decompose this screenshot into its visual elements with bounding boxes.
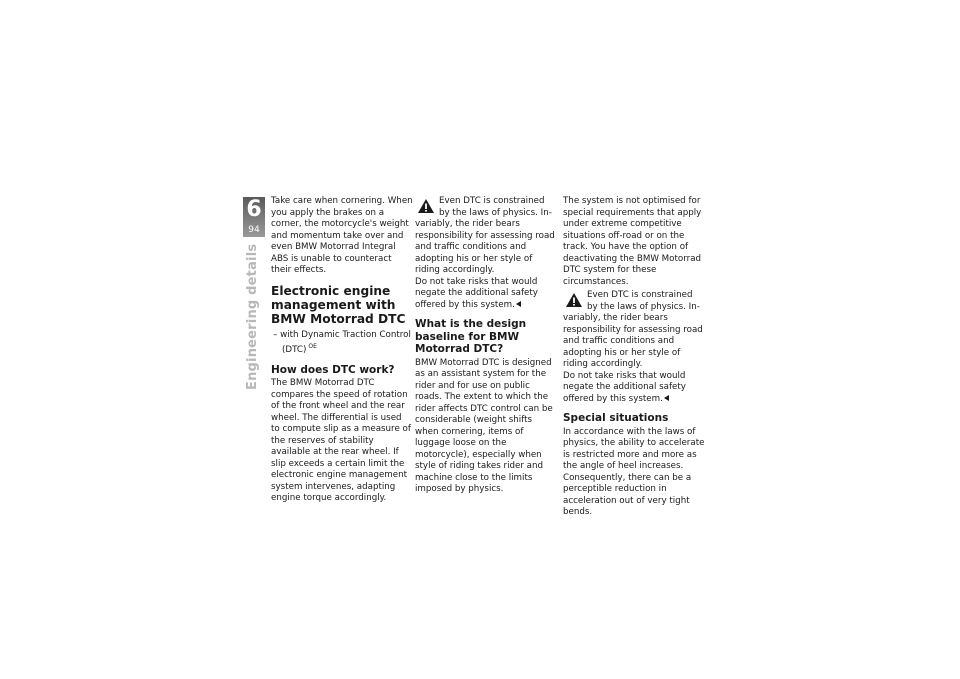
- engine-management-heading: Electronic engine management with BMW Motorrad DTC: [271, 283, 406, 326]
- warning-note-text: Do not take risks that would negate the additional safety offered by this system.: [563, 370, 686, 404]
- design-baseline-heading: What is the design baseline for BMW Motorrad DTC?: [415, 318, 527, 355]
- chapter-number: 6: [246, 197, 262, 222]
- warning-note-text: Do not take risks that would negate the additional safety offered by this system.: [415, 276, 538, 310]
- warning-block: [415, 196, 557, 311]
- warning-icon: [565, 292, 583, 308]
- warning-line-1: Even DTC is constrained: [439, 196, 545, 206]
- special-situations-paragraph: In accordance with the laws of physics, the ability to accelerate is restricted more and more as the angle of heel increases. Consequently, there can be a perceptible reduction in acceleration out of very tight bends.: [563, 426, 705, 517]
- section-title: Engineering details: [245, 243, 260, 390]
- end-mark-icon: [516, 301, 521, 307]
- how-dtc-works-paragraph: The BMW Motorrad DTC compares the speed of rotation of the front wheel and the rear wheel. The differential is used to compute slip as a measure of the reserves of stability available at the rear wheel. If slip exceeds a certain limit the electronic engine management system intervenes, adapting engine torque accordingly.: [271, 378, 411, 503]
- design-baseline-paragraph: BMW Motorrad DTC is designed as an assistant system for the rider and for use on public roads. The extent to which the rider affects DTC control can be considerable (weight shifts when cornering, items of luggage loose on the motorcycle), especially when style of riding takes rider and machine close to the limits imposed by physics.: [415, 357, 553, 494]
- dtc-option-bullet: [271, 330, 413, 357]
- warning-icon: [417, 198, 435, 214]
- cornering-paragraph: Take care when cornering. When you apply the brakes on a corner, the motorcycle's weight and momentum take over and even BMW Motorrad Integral ABS is unable to counteract their effects.: [271, 196, 413, 275]
- warning-text: variably, the rider bears responsibility for assessing road and traffic conditions and adopting his or her style of riding accordingly.: [415, 219, 555, 275]
- bullet-text: with Dynamic Traction Control (DTC): [280, 329, 411, 355]
- warning-line-1: Even DTC is constrained: [587, 290, 693, 300]
- warning-block: [563, 290, 705, 405]
- end-mark-icon: [664, 395, 669, 401]
- page-number: 94: [248, 225, 260, 235]
- column-3: [563, 196, 705, 519]
- bullet-dash: –: [273, 329, 278, 340]
- warning-note: [415, 277, 557, 312]
- warning-line-2: by the laws of physics. In-: [587, 301, 700, 312]
- how-dtc-works-heading: How does DTC work?: [271, 363, 395, 376]
- special-situations-heading: Special situations: [563, 412, 669, 424]
- warning-text: variably, the rider bears responsibility for assessing road and traffic conditions and adopting his or her style of riding accordingly.: [563, 313, 703, 369]
- not-optimised-paragraph: The system is not optimised for special requirements that apply under extreme competitive situations off-road or on the track. You have the option of deactivating the BMW Motorrad DTC system for these circumstances.: [563, 196, 702, 287]
- warning-line-2: by the laws of physics. In-: [439, 207, 552, 218]
- column-1: [271, 196, 413, 505]
- optional-equipment-mark: OE: [308, 343, 317, 350]
- warning-note: [563, 371, 705, 406]
- column-2: [415, 196, 557, 496]
